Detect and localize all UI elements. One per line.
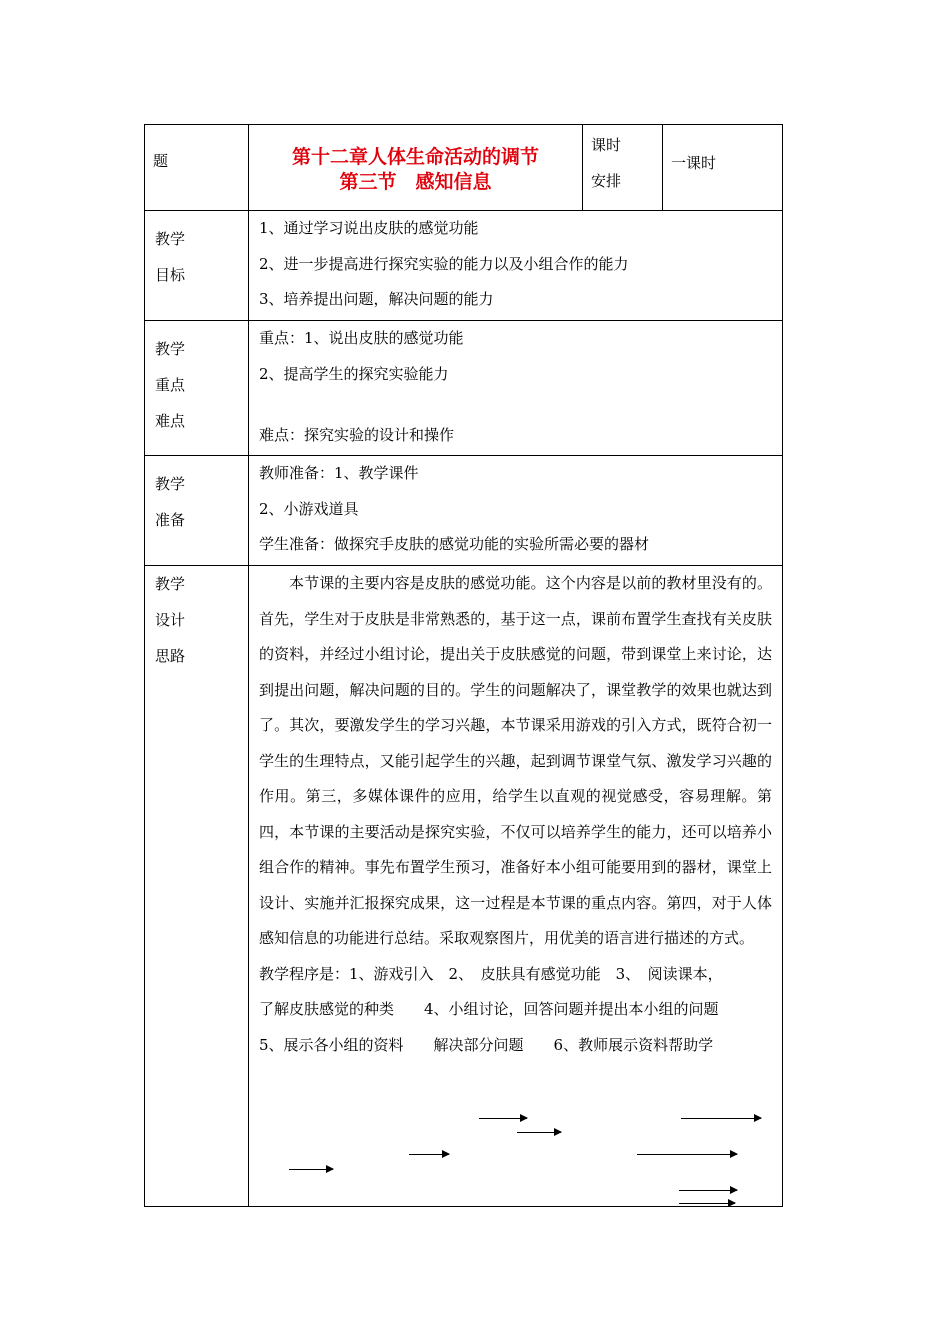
student-preparation: 学生准备：做探究手皮肤的感觉功能的实验所需必要的器材 [259, 535, 650, 553]
topic-label [145, 125, 249, 211]
teacher-preparation: 教师准备：1、教学课件 [259, 464, 419, 482]
flow-arrow-icon [681, 1118, 761, 1119]
design-paragraph: 本节课的主要内容是皮肤的感觉功能。这个内容是以前的教材里没有的。首先，学生对于皮肤是非常熟悉的，基于这一点，课前布置学生查找有关皮肤的资料，并经过小组讨论，提出关于皮肤感觉的问题，带到课堂上来讨论，达到提出问题，解决问题的目的。学生的问题解决了，课堂教学的效果也就达到了。其次，要激发学生的学习兴趣，本节课采用游戏的引入方式，既符合初一学生的生理特点，又能引起学生的兴趣，起到调节课堂气氛、激发学习兴趣的作用。第三，多媒体课件的应用，给学生以直观的视觉感受，容易理解。第四，本节课的主要活动是探究实验，不仅可以培养学生的能力，还可以培养小组合作的精神。事先布置学生预习，准备好本小组可能要用到的器材，课堂上设计、实施并汇报探究成果，这一过程是本节课的重点内容。第四，对于人体感知信息的功能进行总结。采取观察图片，用优美的语言进行描述的方式。 [259, 574, 772, 947]
flow-arrow-icon [637, 1154, 737, 1155]
difficulty: 难点：探究实验的设计和操作 [259, 426, 455, 444]
period-label-1: 课时 [591, 136, 622, 154]
design-content [249, 566, 783, 1207]
objectives-label-1: 教学 [155, 230, 186, 248]
objectives-row [145, 211, 783, 321]
flow-arrow-icon [289, 1169, 333, 1170]
flow-arrow-icon [409, 1154, 449, 1155]
preparation-label [145, 456, 249, 566]
keypoints-label-3: 难点 [155, 412, 186, 430]
procedure-line-2: 了解皮肤感觉的种类 4、小组讨论，回答问题并提出本小组的问题 [259, 1000, 719, 1018]
period-label-2: 安排 [591, 172, 622, 190]
title-line-1: 第十二章人体生命活动的调节 [291, 146, 539, 168]
procedure-line-3: 5、展示各小组的资料 解决部分问题 6、教师展示资料帮助学 [259, 1035, 714, 1054]
keypoints-content [249, 321, 783, 456]
preparation-label-1: 教学 [155, 475, 186, 493]
preparation-row [145, 456, 783, 566]
topic-label-text: 题 [153, 152, 169, 170]
teacher-preparation-2: 2、小游戏道具 [259, 499, 359, 518]
design-row [145, 566, 783, 1207]
lesson-title [249, 125, 583, 211]
keypoints-label-1: 教学 [155, 340, 186, 358]
key-point-2: 2、提高学生的探究实验能力 [259, 364, 449, 383]
preparation-content [249, 456, 783, 566]
period-value-text: 一课时 [671, 154, 717, 172]
design-label-1: 教学 [155, 575, 186, 593]
flow-arrow-icon [679, 1190, 737, 1191]
keypoints-label [145, 321, 249, 456]
design-label-2: 设计 [155, 611, 186, 629]
objective-item: 2、进一步提高进行探究实验的能力以及小组合作的能力 [259, 254, 629, 273]
flow-arrow-icon [679, 1203, 735, 1204]
flow-arrow-icon [479, 1118, 527, 1119]
title-line-2: 第三节 感知信息 [339, 171, 492, 193]
objective-item: 3、培养提出问题，解决问题的能力 [259, 290, 494, 308]
preparation-label-2: 准备 [155, 511, 186, 529]
procedure-line-1: 教学程序是：1、游戏引入 2、 皮肤具有感觉功能 3、 阅读课本， [259, 964, 723, 983]
lesson-plan-table [144, 124, 783, 1207]
period-label [583, 125, 663, 211]
design-label-3: 思路 [155, 647, 186, 665]
objectives-label [145, 211, 249, 321]
period-value [663, 125, 783, 211]
objectives-label-2: 目标 [155, 266, 186, 284]
spacer [259, 392, 772, 418]
flow-arrow-icon [517, 1132, 561, 1133]
objectives-content [249, 211, 783, 321]
objective-item: 1、通过学习说出皮肤的感觉功能 [259, 219, 479, 237]
keypoints-row [145, 321, 783, 456]
keypoints-label-2: 重点 [155, 376, 186, 394]
header-row [145, 125, 783, 211]
key-point-1: 重点：1、说出皮肤的感觉功能 [259, 329, 464, 347]
design-label [145, 566, 249, 1207]
